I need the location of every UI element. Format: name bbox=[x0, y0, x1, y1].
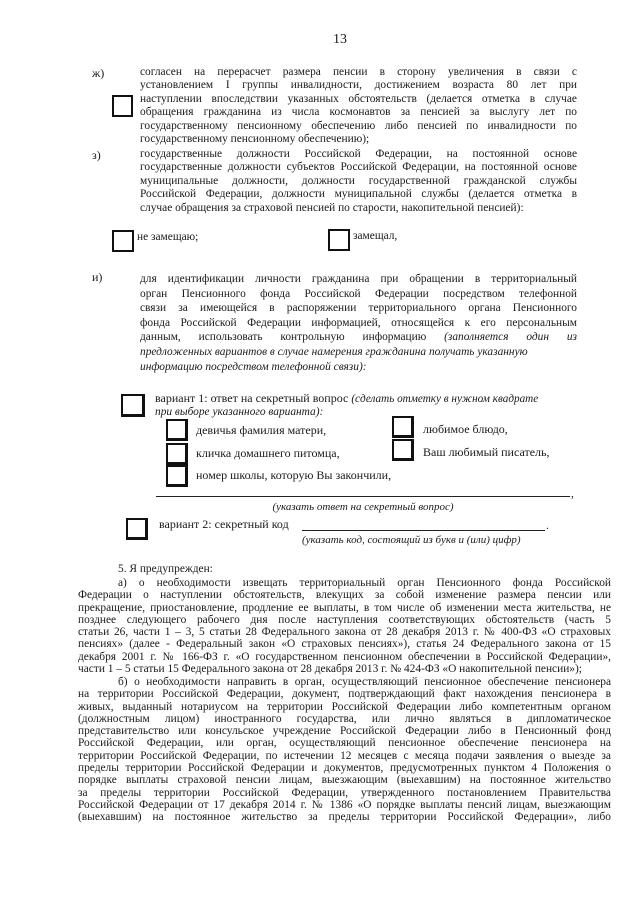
text-line: установлением I группы инвалидности, достижением возраста 80 лет при bbox=[140, 79, 577, 92]
text-line: пределы территории Российской Федерации и документов, предусмотренных пунктом 4 Положения о bbox=[78, 762, 611, 775]
secret-answer-hint: (указать ответ на секретный вопрос) bbox=[272, 501, 454, 513]
checkbox-variant-1[interactable] bbox=[121, 394, 145, 417]
checkbox-not-holding[interactable] bbox=[112, 230, 134, 252]
option-not-holding-label: не замещаю; bbox=[137, 231, 199, 243]
checkbox-favorite-dish[interactable] bbox=[392, 416, 414, 438]
text-line: наступлении впоследствии указанных обстоятельств (делается отметка в случае bbox=[140, 92, 577, 105]
text-line: б) о необходимости направить в орган, осуществляющий пенсионное обеспечение пенсионера bbox=[118, 676, 611, 688]
option-held-label: замещал, bbox=[353, 230, 398, 242]
variant-1-line bbox=[155, 392, 538, 406]
question-favorite-writer: Ваш любимый писатель, bbox=[423, 445, 550, 459]
text-line: орган Пенсионного фонда Российской Федерации посредством телефонной bbox=[140, 287, 577, 300]
item-letter-z: з) bbox=[92, 148, 101, 162]
checkbox-mother-maiden-name[interactable] bbox=[166, 419, 188, 441]
text-line: обращения гражданина из числа космонавтов за пенсией за выслугу лет по bbox=[140, 106, 577, 119]
secret-code-field[interactable] bbox=[302, 530, 545, 531]
checkbox-recalculation[interactable] bbox=[112, 95, 133, 117]
text-line: (должностным лицом) иностранного государства, или лично являться в дипломатическое bbox=[78, 712, 611, 725]
variant-1-note: (сделать отметку в нужном квадрате bbox=[351, 393, 539, 405]
secret-code-hint: (указать код, состоящий из букв и (или) цифр) bbox=[302, 534, 521, 546]
text-line: государственные должности субъектов Российской Федерации, на постоянной основе bbox=[140, 161, 577, 174]
code-line-period: . bbox=[546, 520, 549, 532]
item-zh-text bbox=[140, 66, 577, 146]
text-line: согласен на перерасчет размера пенсии в сторону увеличения в связи с bbox=[140, 66, 577, 78]
checkbox-favorite-writer[interactable] bbox=[392, 439, 414, 461]
text-line: Российской Федерации, или орган, осуществляющий пенсионное обеспечение пенсионера на bbox=[78, 737, 611, 750]
text-line bbox=[140, 330, 577, 345]
text-line: прекращение, приостановление, продление ее выплаты, в том числе об изменении места жительства, не bbox=[78, 601, 611, 614]
text-line: порядке выплаты страховой пенсии лицам, выезжающим (выехавшим) на постоянное жительство bbox=[78, 774, 611, 787]
paragraph-a bbox=[78, 577, 611, 675]
text-line: за пределы территории Российской Федерации, утвержденного постановлением Правительства bbox=[78, 786, 611, 799]
text-line: а) о необходимости извещать территориальный орган Пенсионного фонда Российской bbox=[118, 577, 611, 589]
question-pet-name: кличка домашнего питомца, bbox=[196, 446, 340, 460]
text-line: Российской Федерации от 17 декабря 2014 г. № 1386 «О порядке выплаты пенсий лицам, выезжающим bbox=[78, 798, 611, 811]
text-line: случае обращения за страховой пенсией по старости, накопительной пенсией): bbox=[140, 201, 524, 214]
answer-line-comma: , bbox=[571, 488, 574, 500]
text-segment: данным, использовать контрольную информацию bbox=[140, 331, 427, 344]
text-line: государственные должности Российской Федерации, на постоянной основе bbox=[140, 148, 577, 160]
text-line: государственному пенсионному обеспечению либо пенсией по инвалидности по bbox=[140, 119, 577, 132]
variant-1-label: вариант 1: ответ на секретный вопрос bbox=[155, 391, 349, 405]
text-line: информацию посредством телефонной связи): bbox=[140, 360, 367, 373]
text-segment: (заполняется один из bbox=[444, 331, 577, 344]
text-line: пенсиях» (далее - Федеральный закон «О страховых пенсиях»), статья 24 Федерального закона от 15 bbox=[78, 638, 611, 651]
variant-2-label: вариант 2: секретный код bbox=[159, 517, 289, 531]
text-line: представительство или консульское учреждение Российской Федерации либо в Пенсионный фонд bbox=[78, 725, 611, 738]
text-line: Федерации о наступлении обстоятельств, влекущих за собой изменение размера пенсии или bbox=[78, 589, 611, 602]
item-letter-i: и) bbox=[92, 270, 103, 284]
text-line: позднее следующего рабочего дня после наступления соответствующих обстоятельств (часть 5 bbox=[78, 613, 611, 626]
text-line: связи за имеющейся в распоряжении территориального органа Пенсионного bbox=[140, 302, 577, 315]
question-school-number: номер школы, которую Вы закончили, bbox=[196, 468, 392, 482]
text-line: Российской Федерации, должности муниципальной службы (делается отметка в bbox=[140, 188, 577, 201]
checkbox-held[interactable] bbox=[328, 229, 350, 251]
text-line: предложенных вариантов в случае намерения гражданина получать указанную bbox=[140, 345, 528, 358]
text-line: части 1 – 5 статьи 15 Федерального закона от 28 декабря 2013 г. № 424-ФЗ «О накопительной пенсии»); bbox=[78, 663, 582, 676]
secret-answer-field[interactable] bbox=[156, 496, 570, 497]
text-line: живых, выданный нотариусом на территории Российской Федерации либо компетентным органом bbox=[78, 700, 611, 713]
checkbox-variant-2[interactable] bbox=[126, 518, 148, 540]
question-favorite-dish: любимое блюдо, bbox=[423, 422, 508, 436]
variant-1-note-cont: при выборе указанного варианта): bbox=[155, 406, 324, 418]
paragraph-b bbox=[78, 676, 611, 824]
item-letter-zh: ж) bbox=[92, 66, 105, 80]
text-line: фонда Российской Федерации информацией, относящейся к его персональным bbox=[140, 316, 577, 329]
text-line: для идентификации личности гражданина при обращении в территориальный bbox=[140, 273, 577, 285]
item-z-text bbox=[140, 148, 577, 215]
text-line: на территории Российской Федерации, документ, подтверждающий факт нахождения пенсионера в bbox=[78, 688, 611, 701]
text-line: государственному пенсионному обеспечению); bbox=[140, 133, 370, 146]
checkbox-pet-name[interactable] bbox=[166, 443, 188, 465]
text-line: декабря 2001 г. № 166-ФЗ г. «О государственном пенсионном обеспечении в Российской Федерации», bbox=[78, 650, 611, 663]
text-line: территории Российской Федерации, по истечении 12 месяцев с месяца подачи заявления о выезде за bbox=[78, 749, 611, 762]
checkbox-school-number[interactable] bbox=[166, 465, 188, 487]
page-number: 13 bbox=[333, 32, 347, 47]
item-i-text bbox=[140, 272, 577, 374]
question-mother-maiden-name: девичья фамилия матери, bbox=[196, 423, 327, 437]
text-line: (выехавшим) на постоянное жительство за пределы территории Российской Федерации», либо bbox=[78, 811, 611, 824]
text-line: муниципальные должности, должности государственной гражданской службы bbox=[140, 174, 577, 187]
section-5-title: 5. Я предупрежден: bbox=[118, 563, 213, 575]
text-line: статьи 26, части 1 – 3, 5 статьи 28 Федерального закона от 28 декабря 2013 г. № 400-ФЗ «О страховых bbox=[78, 626, 611, 639]
